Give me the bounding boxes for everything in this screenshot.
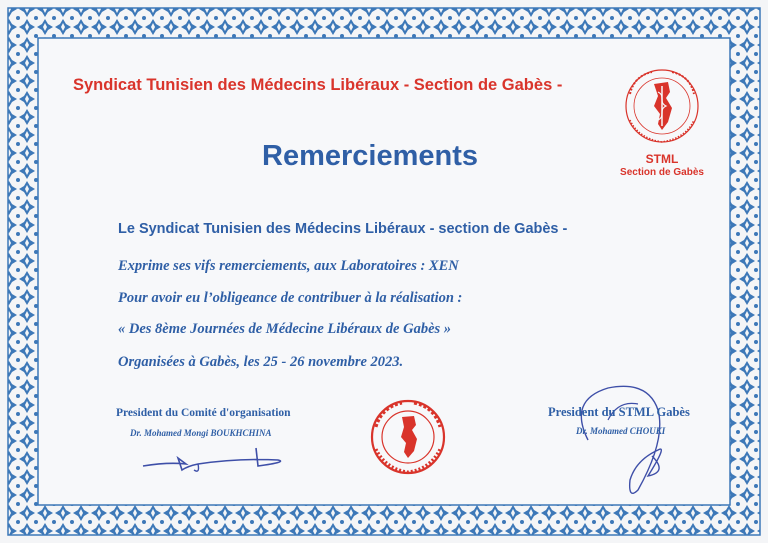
left-signatory-name: Dr. Mohamed Mongi BOUKHCHINA — [130, 428, 272, 438]
right-signatory-name: Dr. Mohamed CHOUKI — [576, 426, 666, 436]
certificate-title: Remerciements — [262, 140, 478, 172]
body-line-contribution: Pour avoir eu l’obligeance de contribuer à la réalisation : — [118, 290, 463, 306]
body-line-date: Organisées à Gabès, les 25 - 26 novembre 2023. — [118, 354, 404, 370]
left-signatory-title: President du Comité d'organisation — [116, 407, 291, 419]
body-line-syndicate: Le Syndicat Tunisien des Médecins Libéraux - section de Gabès - — [118, 221, 568, 237]
tunisia-caduceus-logo-icon — [612, 64, 712, 152]
right-signature-icon — [548, 380, 728, 500]
left-signature-icon — [138, 440, 298, 480]
logo-section-label: Section de Gabès — [620, 167, 704, 178]
body-line-thanks: Exprime ses vifs remerciements, aux Laboratoires : XEN — [118, 258, 459, 274]
red-stamp-icon — [366, 397, 450, 477]
stml-logo — [612, 64, 712, 182]
logo-abbreviation: STML — [645, 152, 679, 166]
right-signatory-title: President du STML Gabès — [548, 405, 690, 419]
body-line-event: « Des 8ème Journées de Médecine Libéraux de Gabès » — [118, 321, 452, 337]
organization-header: Syndicat Tunisien des Médecins Libéraux - Section de Gabès - — [73, 76, 563, 94]
